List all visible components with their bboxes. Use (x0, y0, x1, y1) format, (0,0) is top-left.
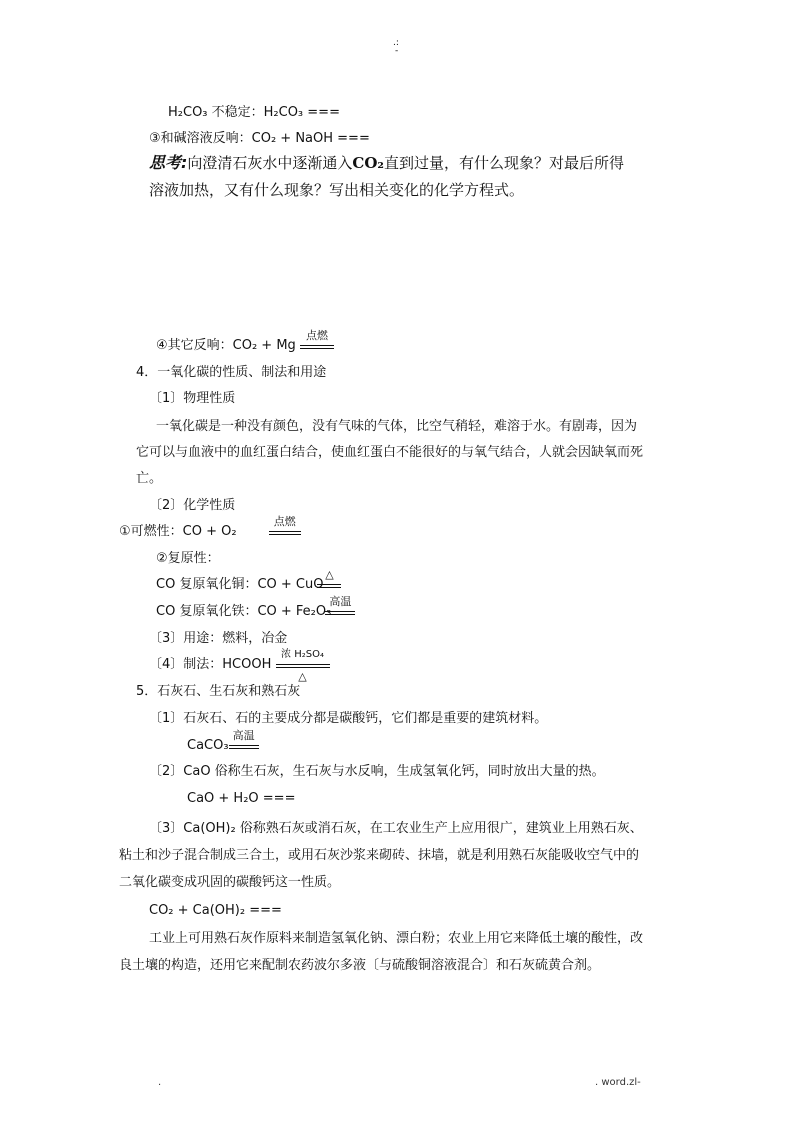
heading-4: 4．一氧化碳的性质、制法和用途 (136, 365, 327, 380)
limestone-condition: 高温 (229, 744, 259, 749)
subheading-physical: 〔1〕物理性质 (149, 391, 236, 406)
physical-body-2: 它可以与血液中的血红蛋白结合，使血红蛋白不能很好的与氧气结合，人就会因缺氧而死 (136, 445, 644, 460)
cuo-eq: CO 复原氧化铜：CO + CuO (156, 577, 324, 592)
think-co2: CO₂ (352, 154, 384, 172)
think-text-1: 向澄清石灰水中逐渐通入 (187, 154, 353, 172)
combustion-condition: 点燃 (269, 530, 301, 535)
cuo-condition: △ (317, 583, 341, 588)
line-cuo (156, 568, 341, 594)
limestone-eq-line (187, 729, 259, 755)
header-mark: .: (393, 38, 399, 48)
slaked-lime-1: 〔3〕Ca(OH)₂ 俗称熟石灰或消石灰，在工农业生产上应用很广，建筑业上用熟石灰、 (149, 821, 643, 836)
industry-line-1: 工业上可用熟石灰作原料来制造氢氧化钠、漂白粉；农业上用它来降低土壤的酸性，改 (149, 931, 644, 946)
line-uses: 〔3〕用途：燃料，冶金 (149, 631, 288, 646)
footer-left: . (158, 1077, 162, 1088)
physical-body-1: 一氧化碳是一种没有颜色，没有气味的气体，比空气稍轻，难溶于水。有剧毒，因为 (156, 419, 638, 434)
slaked-lime-3: 二氧化碳变成巩固的碳酸钙这一性质。 (119, 875, 341, 890)
line-fe2o3 (156, 595, 355, 621)
industry-line-2: 良土壤的构造，还用它来配制农药波尔多液〔与硫酸铜溶液混合〕和石灰硫黄合剂。 (119, 958, 601, 973)
think-line-2: 溶液加热，又有什么现象？写出相关变化的化学方程式。 (149, 181, 525, 199)
line-reducibility: ②复原性： (156, 551, 220, 566)
line-naoh: ③和碱溶液反响：CO₂ + NaOH === (149, 131, 370, 146)
preparation-condition: 浓 H₂SO₄ △ (276, 663, 330, 668)
quicklime-line: 〔2〕CaO 俗称生石灰，生石灰与水反响，生成氢氧化钙，同时放出大量的热。 (149, 764, 605, 779)
physical-body-3: 亡。 (136, 471, 163, 486)
quicklime-eq: CaO + H₂O === (187, 791, 296, 806)
mg-eq: ④其它反响：CO₂ + Mg (156, 338, 296, 353)
limestone-line: 〔1〕石灰石、石的主要成分都是碳酸钙，它们都是重要的建筑材料。 (149, 711, 548, 726)
slaked-lime-2: 粘土和沙子混合制成三合土，或用石灰沙浆来砌砖、抹墙，就是利用熟石灰能吸收空气中的 (119, 848, 640, 863)
subheading-chemical: 〔2〕化学性质 (149, 498, 236, 513)
preparation-eq: 〔4〕制法：HCOOH (149, 657, 272, 672)
footer-right: . word.zl- (595, 1077, 641, 1088)
line-h2co3: H₂CO₃ 不稳定：H₂CO₃ === (168, 105, 340, 120)
fe2o3-condition: 高温 (325, 610, 355, 615)
line-mg (156, 329, 334, 355)
combustion-eq: ①可燃性：CO + O₂ (119, 524, 237, 539)
think-line-1 (149, 150, 624, 176)
slaked-lime-eq: CO₂ + Ca(OH)₂ === (149, 903, 282, 918)
line-combustion (119, 515, 301, 541)
mg-condition: 点燃 (300, 344, 334, 349)
fe2o3-eq: CO 复原氧化铁：CO + Fe₂O₃ (156, 604, 332, 619)
think-text-2: 直到过量，有什么现象？对最后所得 (384, 154, 625, 172)
limestone-eq: CaCO₃ (187, 738, 229, 753)
header-mark-2: - (395, 46, 399, 56)
line-preparation (149, 649, 330, 683)
think-label: 思考: (149, 153, 188, 172)
heading-5: 5．石灰石、生石灰和熟石灰 (136, 684, 301, 699)
